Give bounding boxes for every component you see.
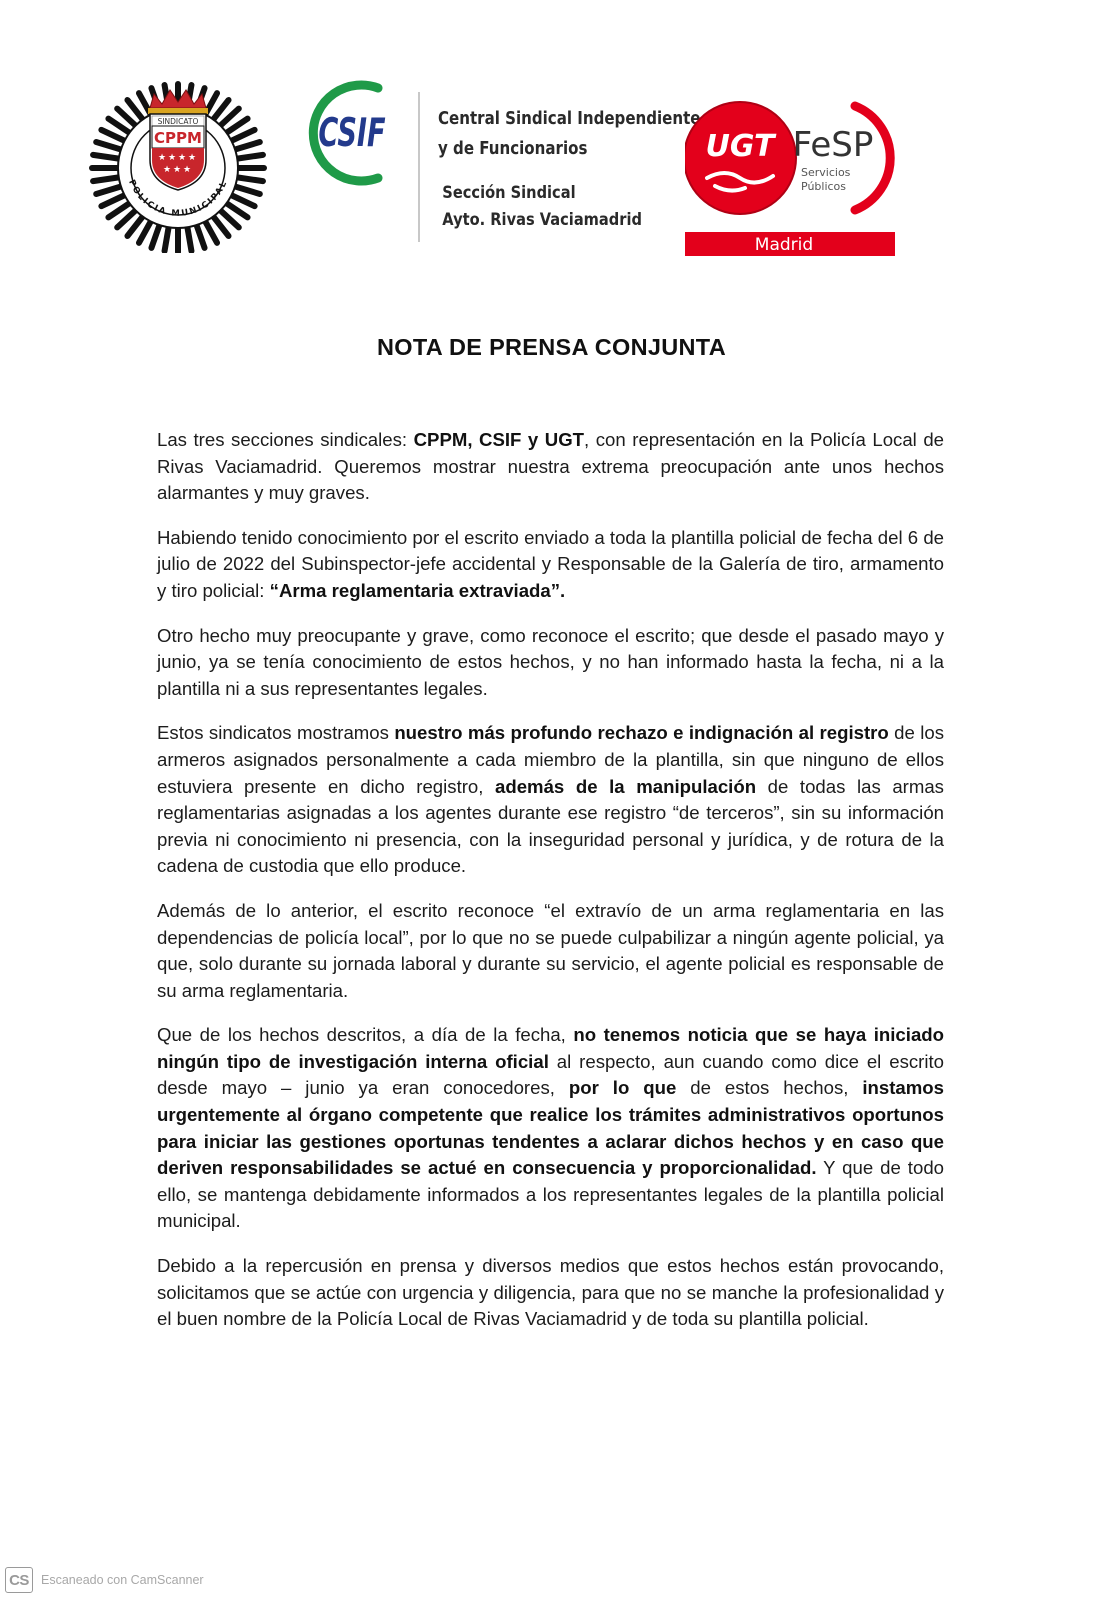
paragraph-run: , con representación en la Policía Local de Rivas Vaciamadrid. Queremos mostrar nuestra extrema preocupación ante unos hechos alarmantes y muy graves. [157, 429, 945, 504]
badge-ray [231, 130, 254, 141]
badge-ray [101, 195, 124, 206]
cppm-top-text: SINDICATO [157, 117, 199, 126]
paragraph-run: Y que de todo ello, se mantenga debidamente informados a los representantes legales de la plantilla policial municipal. [157, 1157, 944, 1232]
services-line1: Servicios [801, 166, 851, 179]
svg-text:★: ★ [187, 152, 197, 162]
fesp-text: FeSP [792, 125, 874, 165]
region-text: Madrid [754, 235, 814, 255]
paragraph-run: Debido a la repercusión en prensa y diversos medios que estos hechos están provocando, solicitamos que se actúe con urgencia y diligencia, para que no se manche la profesionalidad y el buen nombre de la Policía Local de Rivas Vaciamadrid y de toda su plantilla policial. [157, 1255, 944, 1330]
paragraph-bold-run: por lo que [568, 1077, 677, 1099]
badge-ray [165, 227, 169, 251]
svg-text:★: ★ [162, 164, 172, 174]
badge-ray [93, 155, 119, 159]
paragraph [157, 623, 944, 703]
badge-ray [96, 142, 121, 149]
badge-ray [197, 225, 205, 248]
svg-text:★: ★ [172, 164, 182, 174]
svg-text:★: ★ [157, 152, 167, 162]
paragraph-bold-run: “Arma reglamentaria extraviada”. [269, 579, 566, 601]
cppm-center-text: CPPM [154, 129, 202, 147]
paragraph-run: Otro hecho muy preocupante y grave, como reconoce el escrito; que desde el pasado mayo y junio, ya se tenía conocimiento de estos hechos, y no han informado hasta la fecha, ni a la plantilla ni a sus representantes legales. [157, 624, 944, 699]
csif-logo [300, 78, 400, 188]
badge-ray [231, 195, 254, 206]
badge-ray [93, 177, 119, 181]
paragraph-run: Habiendo tenido conocimiento por el escrito enviado a toda la plantilla policial de fecha del 6 de julio de 2022 del Subinspector-jefe accidental y Responsable de la Galería de tiro, armamento y tiro policial: [157, 526, 944, 601]
svg-text:★: ★ [182, 164, 192, 174]
csif-name-line2: y de Funcionarios [438, 139, 588, 159]
badge-ray [235, 142, 260, 149]
paragraph-run: al respecto, aun cuando como dice el escrito desde mayo – junio ya eran conocedores, [157, 1050, 944, 1099]
badge-ray [237, 155, 263, 159]
badge-ray [101, 130, 124, 141]
paragraph-run: Que de los hechos descritos, a día de la fecha, [157, 1024, 574, 1046]
paragraph [157, 525, 944, 605]
cppm-logo [88, 78, 268, 253]
header-logos [0, 0, 1103, 290]
badge-ray [96, 187, 121, 194]
camscanner-watermark [5, 1567, 204, 1593]
paragraph-bold-run: instamos urgentemente al órgano competente que realice los trámites administrativos oportunos para iniciar las gestiones oportunas tendentes a aclarar dichos hechos y en caso que deriven responsabilidades se actué en consecuencia y proporcionalidad. [157, 1077, 944, 1179]
svg-text:★: ★ [167, 152, 177, 162]
badge-ray [187, 227, 191, 251]
csif-section-line1: Sección Sindical [442, 183, 576, 203]
camscanner-icon: CS [5, 1567, 33, 1593]
paragraph [157, 720, 944, 880]
paragraph [157, 1253, 944, 1333]
paragraph-bold-run: nuestro más profundo rechazo e indignación al registro [394, 722, 889, 744]
badge-ray [235, 187, 260, 194]
paragraph [157, 1022, 944, 1235]
paragraph-run: de los armeros asignados personalmente a cada miembro de la plantilla, sin que ninguno de ellos estuviera presente en dicho registro, [157, 722, 944, 797]
camscanner-text: Escaneado con CamScanner [41, 1573, 204, 1587]
paragraph [157, 898, 944, 1004]
badge-ray [237, 177, 263, 181]
paragraph-run: Las tres secciones sindicales: [157, 429, 414, 450]
badge-ray [139, 221, 151, 242]
paragraph-run: de todas las armas reglamentarias asignadas a los agentes durante ese registro “de terceros”, sin su información previa ni conocimiento ni presencia, con la inseguridad personal y jurídica, y de rotura de la cadena de custodia que ello produce. [157, 775, 944, 877]
ugt-mark-text: UGT [705, 129, 775, 164]
paragraph-run: de estos hechos, [676, 1077, 863, 1099]
badge-ray [205, 221, 217, 242]
badge-ray [151, 225, 159, 248]
csif-text-block [438, 104, 701, 234]
page-title: NOTA DE PRENSA CONJUNTA [377, 334, 726, 360]
csif-section-line2: Ayto. Rivas Vaciamadrid [442, 210, 642, 230]
svg-text:★: ★ [177, 152, 187, 162]
press-release-body [157, 427, 944, 1351]
csif-name-line1: Central Sindical Independiente [438, 109, 701, 129]
paragraph [157, 427, 944, 507]
cppm-ring-text: POLICIA MUNICIPAL [126, 178, 230, 219]
services-line2: Públicos [801, 180, 847, 193]
paragraph-run: Además de lo anterior, el escrito reconoce “el extravío de un arma reglamentaria en las dependencias de policía local”, por lo que no se puede culpabilizar a ningún agente policial, ya que, solo durante su jornada laboral y durante su servicio, el agente policial es responsable de su arma reglamentaria. [157, 899, 944, 1001]
paragraph-bold-run: CPPM, CSIF y UGT [413, 429, 585, 450]
paragraph-run: Estos sindicatos mostramos [157, 722, 395, 744]
ugt-fesp-logo [685, 98, 915, 263]
csif-mark-text: CSIF [318, 110, 386, 156]
paragraph-bold-run: no tenemos noticia que se haya iniciado ningún tipo de investigación interna oficial [157, 1024, 944, 1072]
paragraph-bold-run: además de la manipulación [495, 775, 757, 797]
csif-divider [418, 92, 420, 242]
